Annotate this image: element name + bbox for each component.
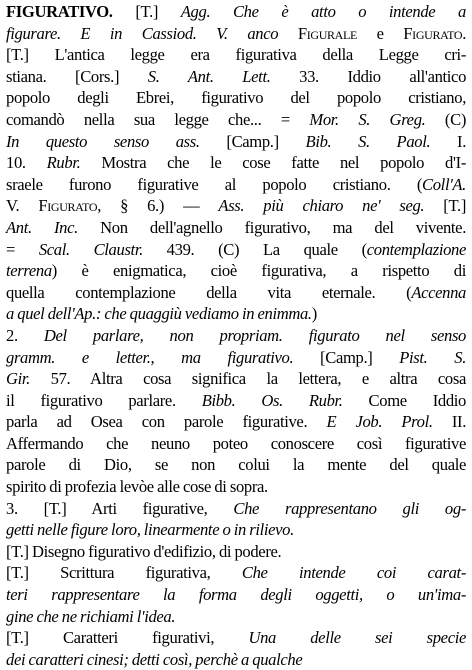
text-segment: Non dell'agnello figurativo, ma del vivente. [77,217,466,237]
text-segment: [T.] [112,2,181,21]
text-segment: [T.] Caratteri figurativi, [6,628,249,648]
text-segment: 10. [6,153,47,173]
text-line [6,217,466,239]
text-line [6,347,466,369]
text-line [6,152,466,174]
text-segment: [T.] Disegno figurativo d'edifizio, di podere. [6,541,282,561]
text-segment: [Camp.] [199,131,306,151]
text-line [6,23,466,45]
text-segment: a quel dell'Ap.: che quaggiù vediamo in enimma. [6,304,312,324]
text-line [6,627,466,649]
text-line [6,584,466,606]
text-segment: dei caratteri cinesi; detti così, perchè a qualche [6,649,303,669]
text-line [6,66,466,88]
text-line [6,433,466,455]
text-segment: V. [6,196,39,216]
text-segment: Come Iddio [342,390,466,410]
text-line [6,109,466,131]
text-segment: 3. [T.] Arti figurative, [6,498,234,518]
text-segment: Coll'A. [422,174,466,194]
text-line [6,541,466,563]
text-segment: I. [430,131,467,151]
text-segment: , § 6.) — [97,196,219,216]
text-segment: terrena [6,261,52,281]
text-segment: figurare. E in Cassiod. V. anco [6,23,298,43]
text-segment: Gir. [6,369,30,389]
text-segment: gine che ne richiami l'idea. [6,606,176,626]
text-segment: Ass. più chiaro ne' seg. [218,196,425,216]
text-segment: [T.] Scrittura figurativa, [6,563,242,583]
text-segment: Ant. Inc. [6,217,78,237]
text-segment: Affermando che neuno poteo conoscere così figurative [6,433,466,453]
text-segment: [T.] [424,196,466,216]
text-segment: Figurato [38,196,98,216]
text-segment: Pist. S. [399,347,466,367]
text-segment: . [462,23,466,43]
text-line [6,519,466,541]
headword: FIGURATIVO. [6,2,113,21]
text-line [6,368,466,390]
text-line [6,411,466,433]
text-segment: [Camp.] [293,347,400,367]
text-segment: 439. (C) La quale ( [142,239,367,259]
text-line [6,562,466,584]
text-segment: Bib. S. Paol. [305,131,431,151]
text-line [6,454,466,476]
text-line [6,87,466,109]
text-segment: In questo senso ass. [6,131,200,151]
text-segment: popolo degli Ebrei, figurativo del popolo cristiano, [6,88,466,108]
text-segment: Che rappresentano gli og- [233,498,466,518]
text-segment: Agg. Che è atto o intende a [180,2,466,21]
text-segment: S. Ant. Lett. [147,66,271,86]
text-segment: Figurato [403,23,463,43]
text-segment: parla ad Osea con parole figurative. [6,412,327,432]
text-segment: Del parlare, non propriam. figurato nel senso [43,325,466,345]
text-line [6,390,466,412]
text-segment: Una delle sei specie [248,628,466,648]
text-segment: Figurale [297,23,357,43]
text-line [6,649,466,670]
text-line [6,325,466,347]
text-segment: Accenna [411,282,466,302]
text-line [6,282,466,304]
text-segment: comandò nella sua legge che... = [6,109,310,129]
text-segment: gramm. e letter., ma figurativo. [6,347,294,367]
text-line [6,498,466,520]
text-segment: 33. Iddio all'antico [270,66,467,86]
text-segment: 2. [6,325,44,345]
text-segment: Mostra che le cose fatte nel popolo d'I- [80,153,466,173]
text-segment: e [356,23,404,43]
text-segment: 57. Altra cosa significa la lettera, e altra cosa [29,369,466,389]
text-segment: contemplazione [366,239,466,259]
text-line [6,174,466,196]
text-segment: Scal. Claustr. [38,239,143,259]
text-line [6,303,466,325]
text-line [6,476,466,498]
text-segment: Bibb. Os. Rubr. [201,390,343,410]
text-segment: parole di Dio, se non colui la mente del quale [6,455,466,475]
text-segment: getti nelle figure loro, linearmente o in rilievo. [6,520,294,540]
text-segment: ) [311,304,317,324]
text-segment: (C) [425,109,466,129]
text-line [6,131,466,153]
text-segment: il figurativo parlare. [6,390,202,410]
text-segment: E Job. Prol. [326,412,433,432]
text-segment: = [6,239,39,259]
text-segment: Rubr. [46,153,81,173]
text-line [6,606,466,628]
text-segment: stiana. [Cors.] [6,66,148,86]
text-line [6,195,466,217]
text-segment: Mor. S. Greg. [309,109,426,129]
text-segment: Che intende coi carat- [241,563,466,583]
text-segment: [T.] L'antica legge era figurativa della Legge cri- [6,45,466,65]
text-segment: sraele furono figurative al popolo cristiano. ( [6,174,423,194]
text-segment: II. [432,412,466,432]
text-segment: teri rappresentare la forma degli oggetti, o un'ima- [6,585,466,605]
text-line [6,260,466,282]
text-line [6,239,466,261]
text-line [6,1,466,23]
text-segment: spirito di profezia levòe alle cose di sopra. [6,477,268,497]
text-segment: quella contemplazione della vita eternale. ( [6,282,412,302]
text-line [6,44,466,66]
text-segment: ) è enigmatica, cioè figurativa, a rispetto di [51,261,466,281]
